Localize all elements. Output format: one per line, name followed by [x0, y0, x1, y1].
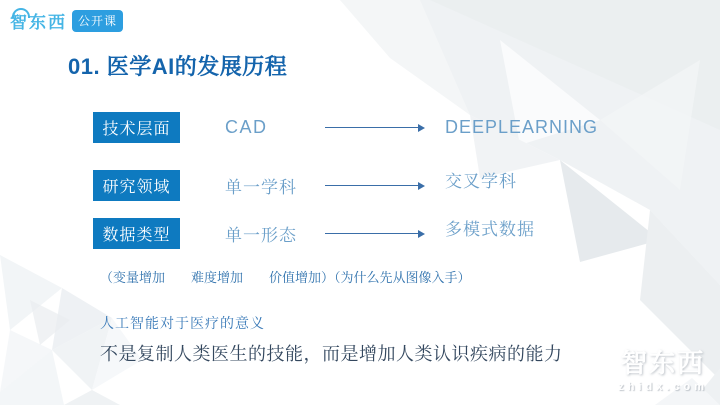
right-arrow-icon	[325, 124, 425, 132]
stage-from: CAD	[225, 117, 268, 137]
category-tag: 技术层面	[93, 112, 180, 143]
evolution-row-technology	[93, 112, 598, 143]
stage-to: 交叉学科	[445, 172, 517, 191]
evolution-row-research	[93, 170, 598, 201]
section-subtitle: 人工智能对于医疗的意义	[100, 317, 265, 332]
stage-from: 单一学科	[225, 178, 297, 197]
category-tag: 数据类型	[93, 218, 180, 249]
note-line: （变量增加 难度增加 价值增加）（为什么先从图像入手）	[100, 270, 471, 285]
key-statement: 不是复制人类医生的技能，而是增加人类认识疾病的能力	[100, 344, 563, 364]
watermark-domain: zhidx.com	[618, 381, 708, 393]
category-tag: 研究领域	[93, 170, 180, 201]
watermark	[618, 343, 708, 393]
evolution-rows	[93, 112, 598, 249]
stage-to: DEEPLEARNING	[445, 117, 599, 137]
watermark-logo-text: 智东西	[621, 348, 706, 378]
brand-logo-badge: 公开课	[72, 10, 123, 32]
brand-logo	[10, 8, 123, 33]
page-title: 01. 医学AI的发展历程	[68, 54, 288, 79]
stage-to: 多模式数据	[445, 220, 535, 239]
right-arrow-icon	[325, 230, 425, 238]
stage-from: 单一形态	[225, 226, 297, 245]
evolution-row-data	[93, 218, 598, 249]
right-arrow-icon	[325, 182, 425, 190]
brand-logo-text: 智东西	[10, 13, 67, 32]
